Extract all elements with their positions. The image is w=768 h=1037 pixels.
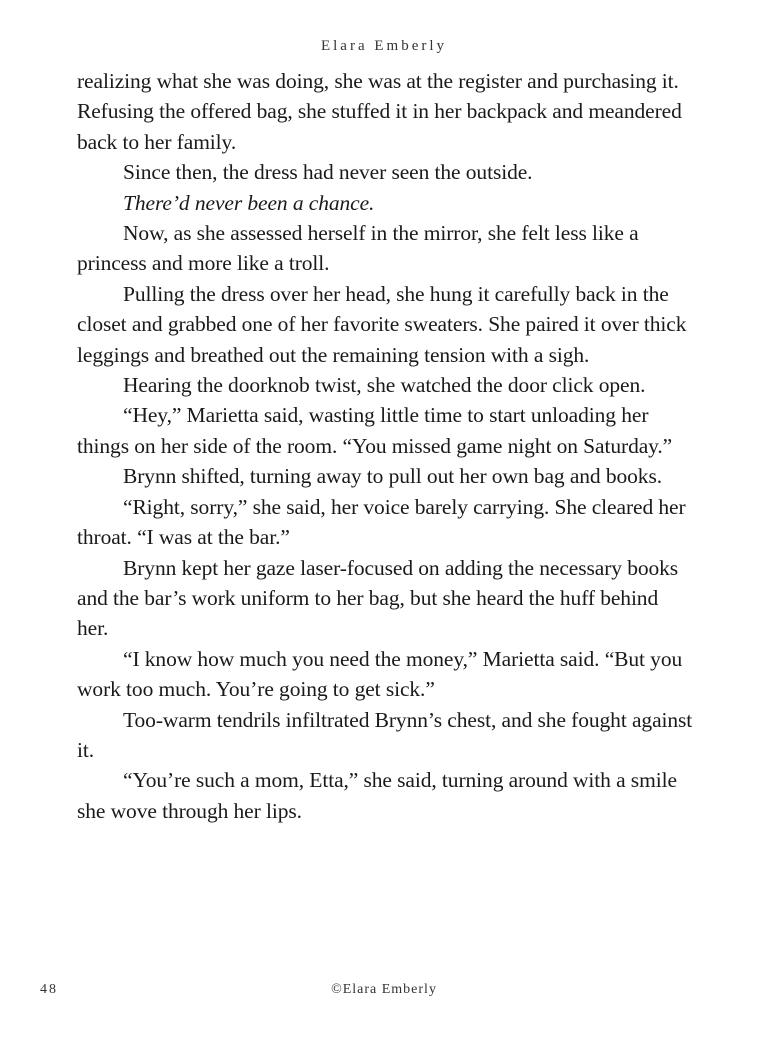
paragraph: realizing what she was doing, she was at the register and purchasing it. Refusing the offered bag, she stuffed it in her backpack and meandered back to her family. (77, 69, 682, 154)
paragraph: Too-warm tendrils infiltrated Brynn’s chest, and she fought against it. (77, 707, 693, 762)
page-number: 48 (40, 982, 58, 997)
paragraph: Brynn shifted, turning away to pull out her own bag and books. (123, 464, 662, 489)
paragraph: “You’re such a mom, Etta,” she said, turning around with a smile she wove through her lips. (77, 768, 677, 823)
paragraph: Hearing the doorknob twist, she watched the door click open. (123, 373, 646, 398)
paragraph: Brynn kept her gaze laser-focused on adding the necessary books and the bar’s work uniform to her bag, but she heard the huff behind her. (77, 555, 679, 641)
paragraph: Since then, the dress had never seen the outside. (123, 160, 533, 185)
paragraph: Pulling the dress over her head, she hung it carefully back in the closet and grabbed one of her favorite sweaters. She paired it over thick leggings and breathed out the remaining tension with a sigh. (77, 281, 687, 367)
paragraph: “I know how much you need the money,” Marietta said. “But you work too much. You’re going to get sick.” (77, 646, 683, 702)
body-text (77, 66, 693, 826)
copyright-footer: ©Elara Emberly (331, 982, 437, 997)
paragraph-italic: There’d never been a chance. (123, 190, 375, 215)
paragraph: “Hey,” Marietta said, wasting little time to start unloading her things on her side of the room. “You missed game night on Saturday.” (77, 403, 673, 458)
running-header-author: Elara Emberly (320, 38, 448, 54)
paragraph: “Right, sorry,” she said, her voice barely carrying. She cleared her throat. “I was at the bar.” (77, 494, 686, 550)
paragraph: Now, as she assessed herself in the mirror, she felt less like a princess and more like a troll. (77, 221, 639, 276)
